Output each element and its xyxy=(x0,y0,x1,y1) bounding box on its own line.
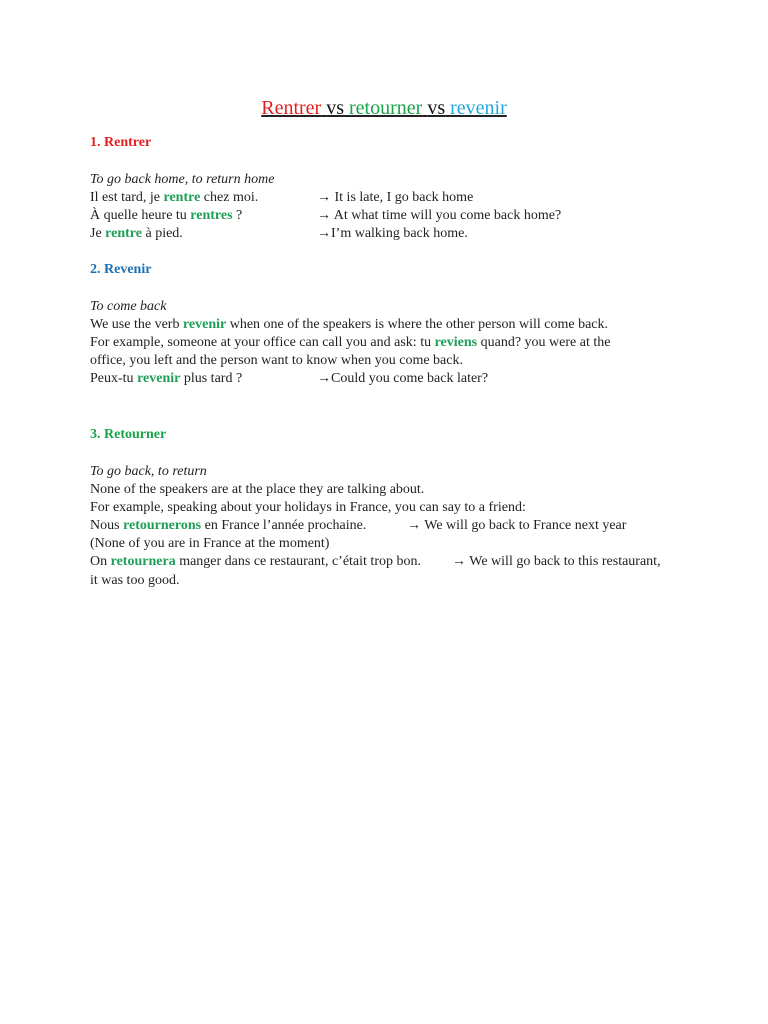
title-separator: vs xyxy=(427,97,446,119)
page-title xyxy=(0,95,768,121)
paragraph-line: For example, someone at your office can call you and ask: tu reviens quand? you were at the xyxy=(90,335,611,350)
paragraph-line: office, you left and the person want to know when you come back. xyxy=(90,353,463,368)
example-sentence: On retournera manger dans ce restaurant, c’était trop bon. xyxy=(90,554,421,569)
section-subtitle: To come back xyxy=(90,299,167,314)
example-translation: → It is late, I go back home xyxy=(317,190,474,205)
title-word-revenir: revenir xyxy=(450,97,507,119)
keyword: rentre xyxy=(105,226,142,241)
section-heading-retourner: 3. Retourner xyxy=(90,427,167,442)
section-heading-revenir: 2. Revenir xyxy=(90,262,152,277)
paragraph-line: it was too good. xyxy=(90,573,180,588)
keyword: revenir xyxy=(137,371,181,386)
example-translation: →I’m walking back home. xyxy=(317,226,468,241)
example-sentence: Nous retournerons en France l’année prochaine. xyxy=(90,518,367,533)
example-translation: →Could you come back later? xyxy=(317,371,489,386)
example-sentence: À quelle heure tu rentres ? xyxy=(90,208,243,223)
title-word-retourner: retourner xyxy=(349,97,423,119)
keyword: retournera xyxy=(110,554,176,569)
example-translation: → We will go back to France next year xyxy=(407,518,627,533)
keyword: revenir xyxy=(182,317,227,332)
title-word-rentrer: Rentrer xyxy=(261,97,322,119)
keyword: rentres xyxy=(190,208,233,223)
keyword: reviens xyxy=(434,335,478,350)
paragraph-line: None of the speakers are at the place they are talking about. xyxy=(90,482,425,497)
example-translation: → At what time will you come back home? xyxy=(317,208,562,223)
keyword: retournerons xyxy=(123,518,202,533)
section-heading-rentrer: 1. Rentrer xyxy=(90,135,152,150)
example-sentence: Peux-tu revenir plus tard ? xyxy=(90,371,243,386)
section-subtitle: To go back, to return xyxy=(90,464,207,479)
section-subtitle: To go back home, to return home xyxy=(90,172,275,187)
example-sentence: Je rentre à pied. xyxy=(90,226,183,241)
example-sentence: Il est tard, je rentre chez moi. xyxy=(90,190,259,205)
paragraph-line: For example, speaking about your holidays in France, you can say to a friend: xyxy=(90,500,526,515)
title-separator: vs xyxy=(326,97,345,119)
paragraph-line: (None of you are in France at the moment) xyxy=(90,536,330,551)
keyword: rentre xyxy=(163,190,201,205)
paragraph-line: We use the verb revenir when one of the speakers is where the other person will come back. xyxy=(90,317,608,332)
example-translation: → We will go back to this restaurant, xyxy=(452,554,661,569)
